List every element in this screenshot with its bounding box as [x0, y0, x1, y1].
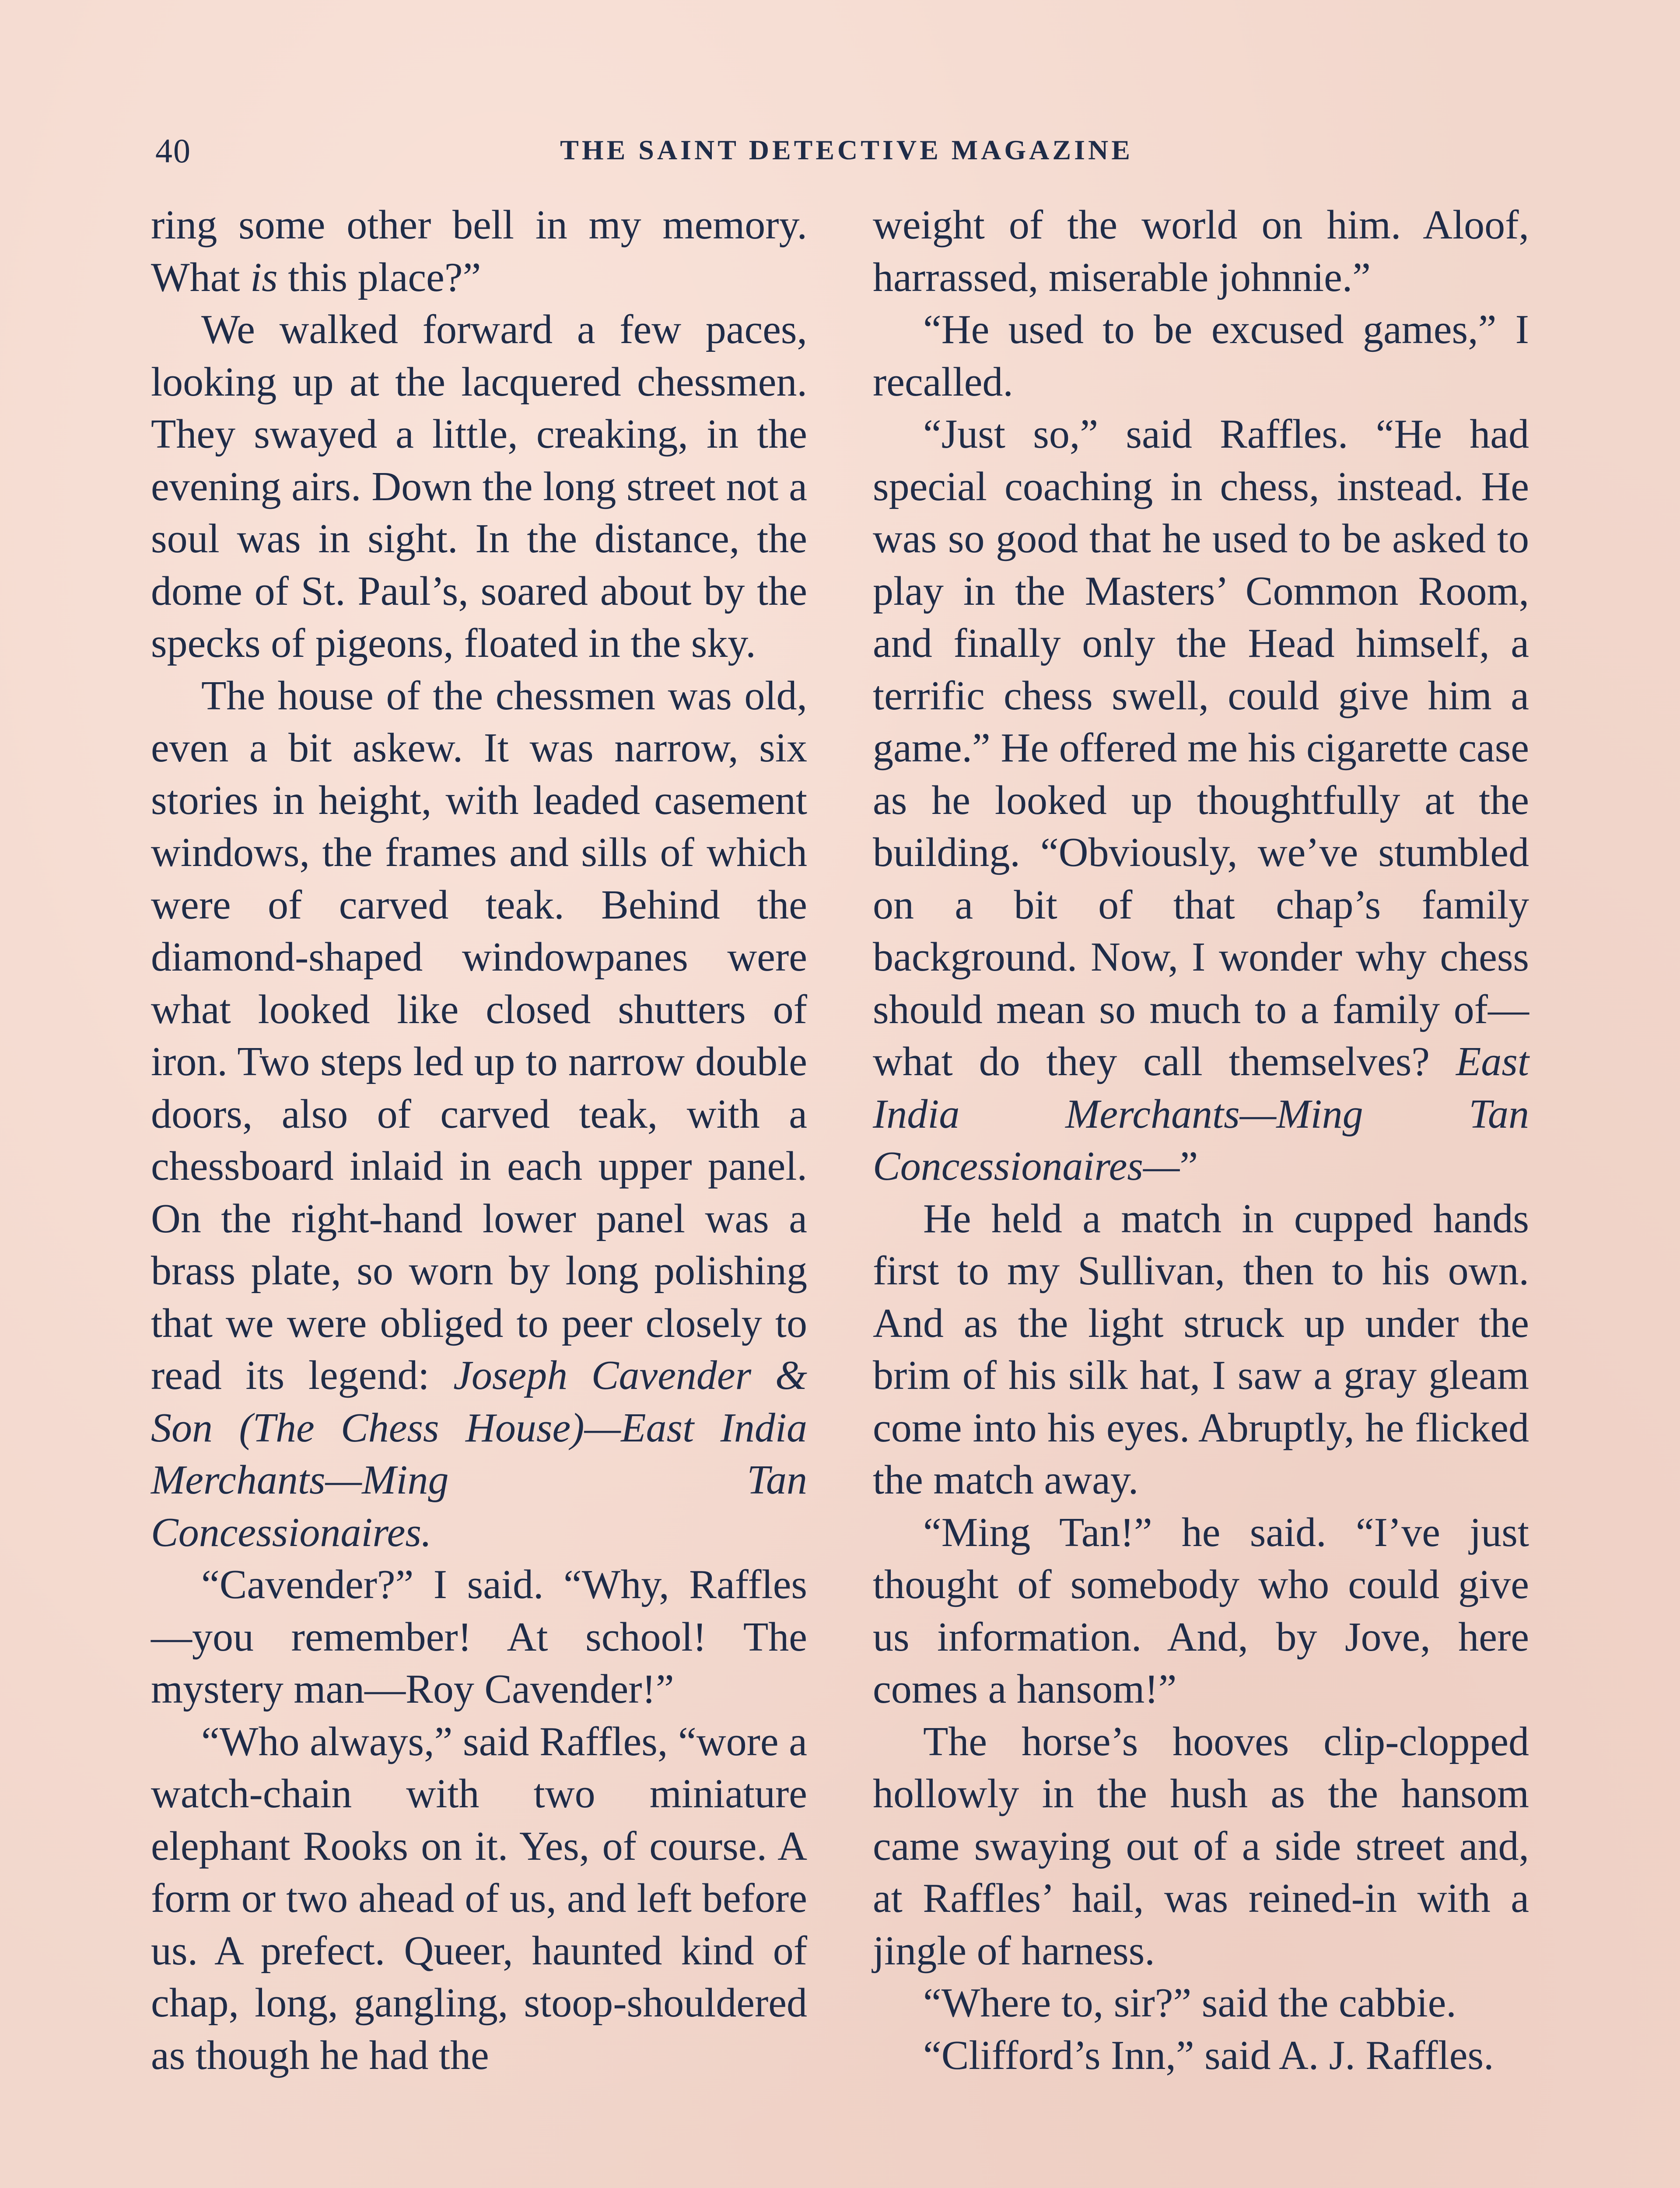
paragraph: ring some other bell in my memory. What is this place?”	[151, 202, 807, 300]
paragraph: He held a match in cupped hands first to my Sullivan, then to his own. And as the light struck up under the brim of his silk hat, I saw a gray gleam come into his eyes. Abruptly, he flicked the match away.	[873, 1196, 1529, 1503]
page-header	[155, 131, 1538, 184]
paragraph: The horse’s hooves clip-clopped hollowly in the hush as the hansom came swaying out of a side street and, at Raffles’ hail, was reined-in with a jingle of harness.	[873, 1718, 1529, 1974]
running-title: THE SAINT DETECTIVE MAGAZINE	[560, 134, 1133, 165]
paragraph: We walked forward a few paces, looking up at the lacquered chessmen. They swayed a little, creaking, in the evening airs. Down the long street not a soul was in sight. In the distance, the dome of St. Paul’s, soared about by the specks of pigeons, floated in the sky.	[151, 307, 807, 666]
paragraph: weight of the world on him. Aloof, harrassed, miserable johnnie.”	[873, 202, 1529, 300]
paragraph: “Who always,” said Raffles, “wore a watch-chain with two miniature elephant Rooks on it. Yes, of course. A form or two ahead of us, and left before us. A prefect. Queer, haunted kind of chap, long, gangling, stoop-shouldered as though he had the	[151, 1718, 807, 2078]
paragraph: “Just so,” said Raffles. “He had special coaching in chess, instead. He was so good that he used to be asked to play in the Masters’ Common Room, and finally only the Head himself, a terrific chess swell, could give him a game.” He offered me his cigarette case as he looked up thoughtfully at the building. “Obviously, we’ve stumbled on a bit of that chap’s family background. Now, I wonder why chess should mean so much to a family of—what do they call themselves? East India Merchants—Ming Tan Concessionaires—”	[873, 411, 1529, 1189]
paragraph: “He used to be excused games,” I recalled.	[873, 307, 1529, 405]
paragraph: “Clifford’s Inn,” said A. J. Raffles.	[923, 2032, 1494, 2078]
paragraph: The house of the chessmen was old, even a bit askew. It was narrow, six stories in height, with leaded casement windows, the frames and sills of which were of carved teak. Behind the diamond-shaped windowpanes were what looked like closed shutters of iron. Two steps led up to narrow double doors, also of carved teak, with a chessboard inlaid in each upper panel. On the right-hand lower panel was a brass plate, so worn by long polishing that we were obliged to peer closely to read its legend: Joseph Cavender & Son (The Chess House)—East India Merchants—Ming Tan Concessionaires.	[151, 673, 807, 1555]
page-number: 40	[155, 132, 191, 170]
text-column-left	[151, 199, 807, 2082]
text-column-right	[873, 199, 1529, 2082]
paragraph: “Ming Tan!” he said. “I’ve just thought of somebody who could give us information. And, by Jove, here comes a hansom!”	[873, 1509, 1529, 1712]
paragraph: “Cavender?” I said. “Why, Raffles—you remember! At school! The mystery man—Roy Cavender!”	[151, 1562, 807, 1712]
paragraph: “Where to, sir?” said the cabbie.	[923, 1980, 1456, 2026]
